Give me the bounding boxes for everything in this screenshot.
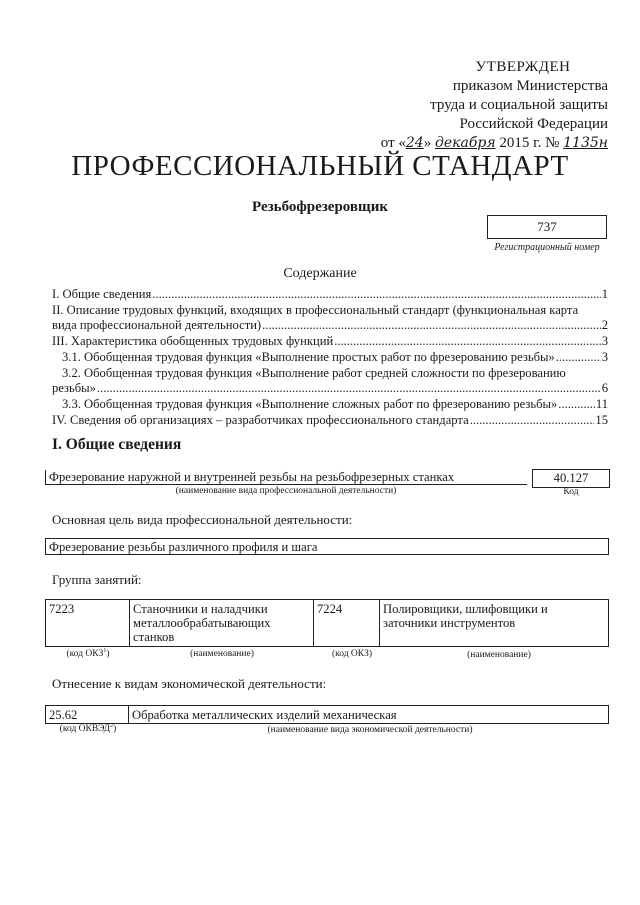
econ-activity-table [45,705,609,724]
code-caption: Код [563,487,579,497]
caption-close: ) [106,649,110,660]
caption-text: (код ОКЗ [66,649,104,660]
toc-item-text: 3.1. Обобщенная трудовая функция «Выполнение простых работ по фрезерованию резьбы» [62,349,555,364]
registration-number-label: Регистрационный номер [494,242,600,253]
okz-code-caption [52,648,124,659]
date-day-handwritten: 24 [405,135,424,151]
toc-item-text-cont: вида профессиональной деятельности) [52,318,262,333]
goal-field: Фрезерование резьбы различного профиля и шага [45,538,609,555]
table-of-contents [52,287,608,428]
toc-page: 15 [595,412,608,427]
okz-code-cell: 7224 [314,600,380,647]
approval-block [378,58,608,153]
okz-code-cell: 7223 [46,600,130,647]
toc-item-text: 3.3. Обобщенная трудовая функция «Выполнение сложных работ по фрезерованию резьбы» [62,396,558,411]
profession-name: Резьбофрезеровщик [252,199,388,215]
group-label: Группа занятий: [52,572,142,587]
toc-dots [334,334,601,350]
okz-name-cell: Полировщики, шлифовщики и заточники инструментов [380,600,609,647]
toc-item-text: II. Описание трудовых функций, входящих в профессиональный стандарт (функциональная карта [52,302,579,317]
toc-dots [97,381,601,397]
toc-dots [556,350,601,366]
toc-item[interactable] [52,366,608,397]
table-row [46,600,609,647]
goal-label: Основная цель вида профессиональной деятельности: [52,512,353,527]
toc-page: 1 [601,287,608,301]
approval-line-2: труда и социальной защиты [430,97,608,113]
toc-item[interactable] [52,350,608,366]
table-row [46,706,609,724]
okz-name-caption-2: (наименование) [467,650,531,660]
toc-dots [152,287,600,303]
toc-item[interactable] [52,413,608,429]
okz-name-caption: (наименование) [190,649,254,659]
registration-number-box: 737 [487,215,607,239]
toc-item[interactable] [52,334,608,350]
toc-page: 2 [601,318,608,333]
approval-heading: УТВЕРЖДЕН [475,59,571,75]
approval-line-3: Российской Федерации [459,116,608,132]
activity-code-box: 40.127 [532,469,610,488]
toc-item[interactable] [52,287,608,303]
occupation-group-table [45,599,609,647]
date-mid: » [423,135,432,151]
footnote-mark: 1 [103,648,107,654]
okved-name-cell: Обработка металлических изделий механическая [129,706,609,724]
okved-code-caption [48,723,128,734]
activity-name-field: Фрезерование наружной и внутренней резьбы на резьбофрезерных станках [45,470,527,485]
okz-code-caption-2: (код ОКЗ) [331,649,373,659]
date-month-handwritten: декабря [434,135,496,151]
toc-page: 3 [601,334,608,349]
approval-line-1: приказом Министерства [452,78,608,94]
okved-code-cell: 25.62 [46,706,129,724]
toc-dots [262,318,601,334]
toc-heading: Содержание [283,266,357,281]
toc-item-text: III. Характеристика обобщенных трудовых функций [52,334,334,349]
toc-dots [470,413,595,429]
toc-item[interactable] [52,303,608,334]
footnote-mark: 2 [110,723,114,729]
okved-name-caption: (наименование вида экономической деятельности) [267,725,473,735]
order-number-handwritten: 1135н [563,135,608,151]
caption-text: (код ОКВЭД [59,724,111,735]
toc-item-text: 3.2. Обобщенная трудовая функция «Выполнение работ средней сложности по фрезерованию [62,365,566,380]
toc-page: 3 [601,349,608,364]
activity-caption: (наименование вида профессиональной деятельности) [175,486,397,496]
document-title: ПРОФЕССИОНАЛЬНЫЙ СТАНДАРТ [71,150,569,182]
toc-dots [558,397,595,413]
date-year: 2015 г. № [499,135,560,151]
toc-item[interactable] [52,397,608,413]
toc-page: 11 [595,396,608,411]
econ-activity-label: Отнесение к видам экономической деятельности: [52,676,327,691]
toc-item-text-cont: резьбы» [52,381,96,396]
okz-name-cell: Станочники и наладчики металлообрабатывающих станков [130,600,314,647]
toc-item-text: IV. Сведения об организациях – разработчиках профессионального стандарта [52,412,469,427]
toc-page: 6 [601,381,608,396]
date-prefix: от « [380,135,406,151]
caption-close: ) [113,724,117,735]
toc-item-text: I. Общие сведения [52,287,152,301]
section-heading: I. Общие сведения [52,436,182,453]
